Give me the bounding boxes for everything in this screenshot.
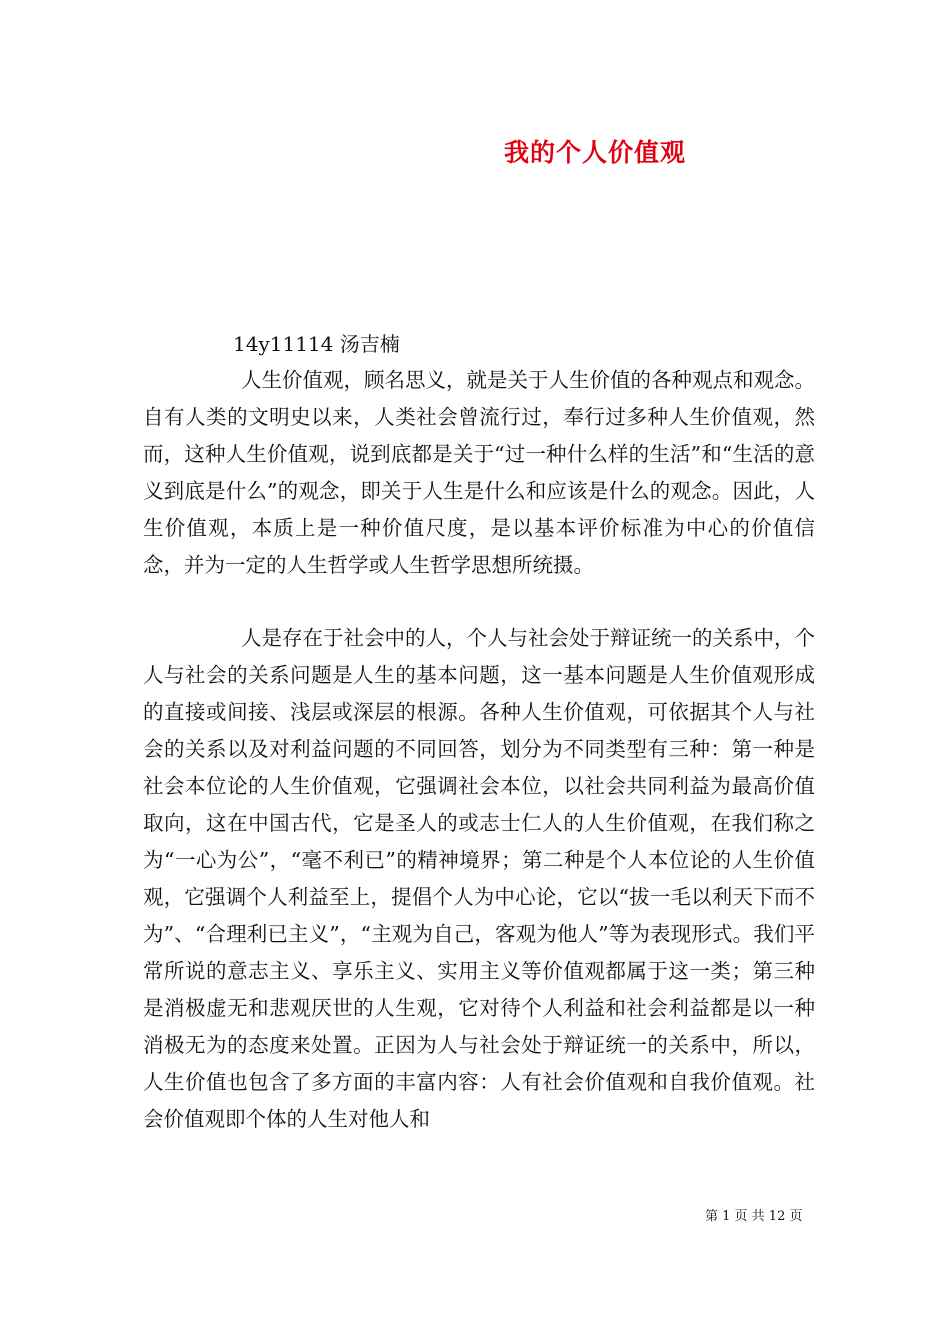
body-paragraph: 人生价值观，顾名思义，就是关于人生价值的各种观点和观念。自有人类的文明史以来，人类社会曾流行过，奉行过多种人生价值观，然而，这种人生价值观，说到底都是关于“过一种什么样的生活”和“生活的意义到底是什么”的观念，即关于人生是什么和应该是什么的观念。因此，人生价值观，本质上是一种价值尺度，是以基本评价标准为中心的价值信念，并为一定的人生哲学或人生哲学思想所统摄。 bbox=[143, 368, 815, 577]
document-title: 我的个人价值观 bbox=[503, 138, 686, 167]
page-footer: 第 1 页 共 12 页 bbox=[705, 1209, 803, 1224]
author-line: 14y11114 汤吉楠 bbox=[233, 332, 400, 356]
body-paragraph: 人是存在于社会中的人，个人与社会处于辩证统一的关系中，个人与社会的关系问题是人生的基本问题，这一基本问题是人生价值观形成的直接或间接、浅层或深层的根源。各种人生价值观，可依据其个人与社会的关系以及对利益问题的不同回答，划分为不同类型有三种：第一种是社会本位论的人生价值观，它强调社会本位，以社会共同利益为最高价值取向，这在中国古代，它是圣人的或志士仁人的人生价值观，在我们称之为“一心为公”，“毫不利已”的精神境界；第二种是个人本位论的人生价值观，它强调个人利益至上，提倡个人为中心论，它以“拔一毛以利天下而不为”、“合理利已主义”，“主观为自己，客观为他人”等为表现形式。我们平常所说的意志主义、享乐主义、实用主义等价值观都属于这一类；第三种是消极虚无和悲观厌世的人生观，它对待个人利益和社会利益都是以一种消极无为的态度来处置。正因为人与社会处于辩证统一的关系中，所以，人生价值也包含了多方面的丰富内容：人有社会价值观和自我价值观。社会价值观即个体的人生对他人和 bbox=[143, 626, 815, 1131]
